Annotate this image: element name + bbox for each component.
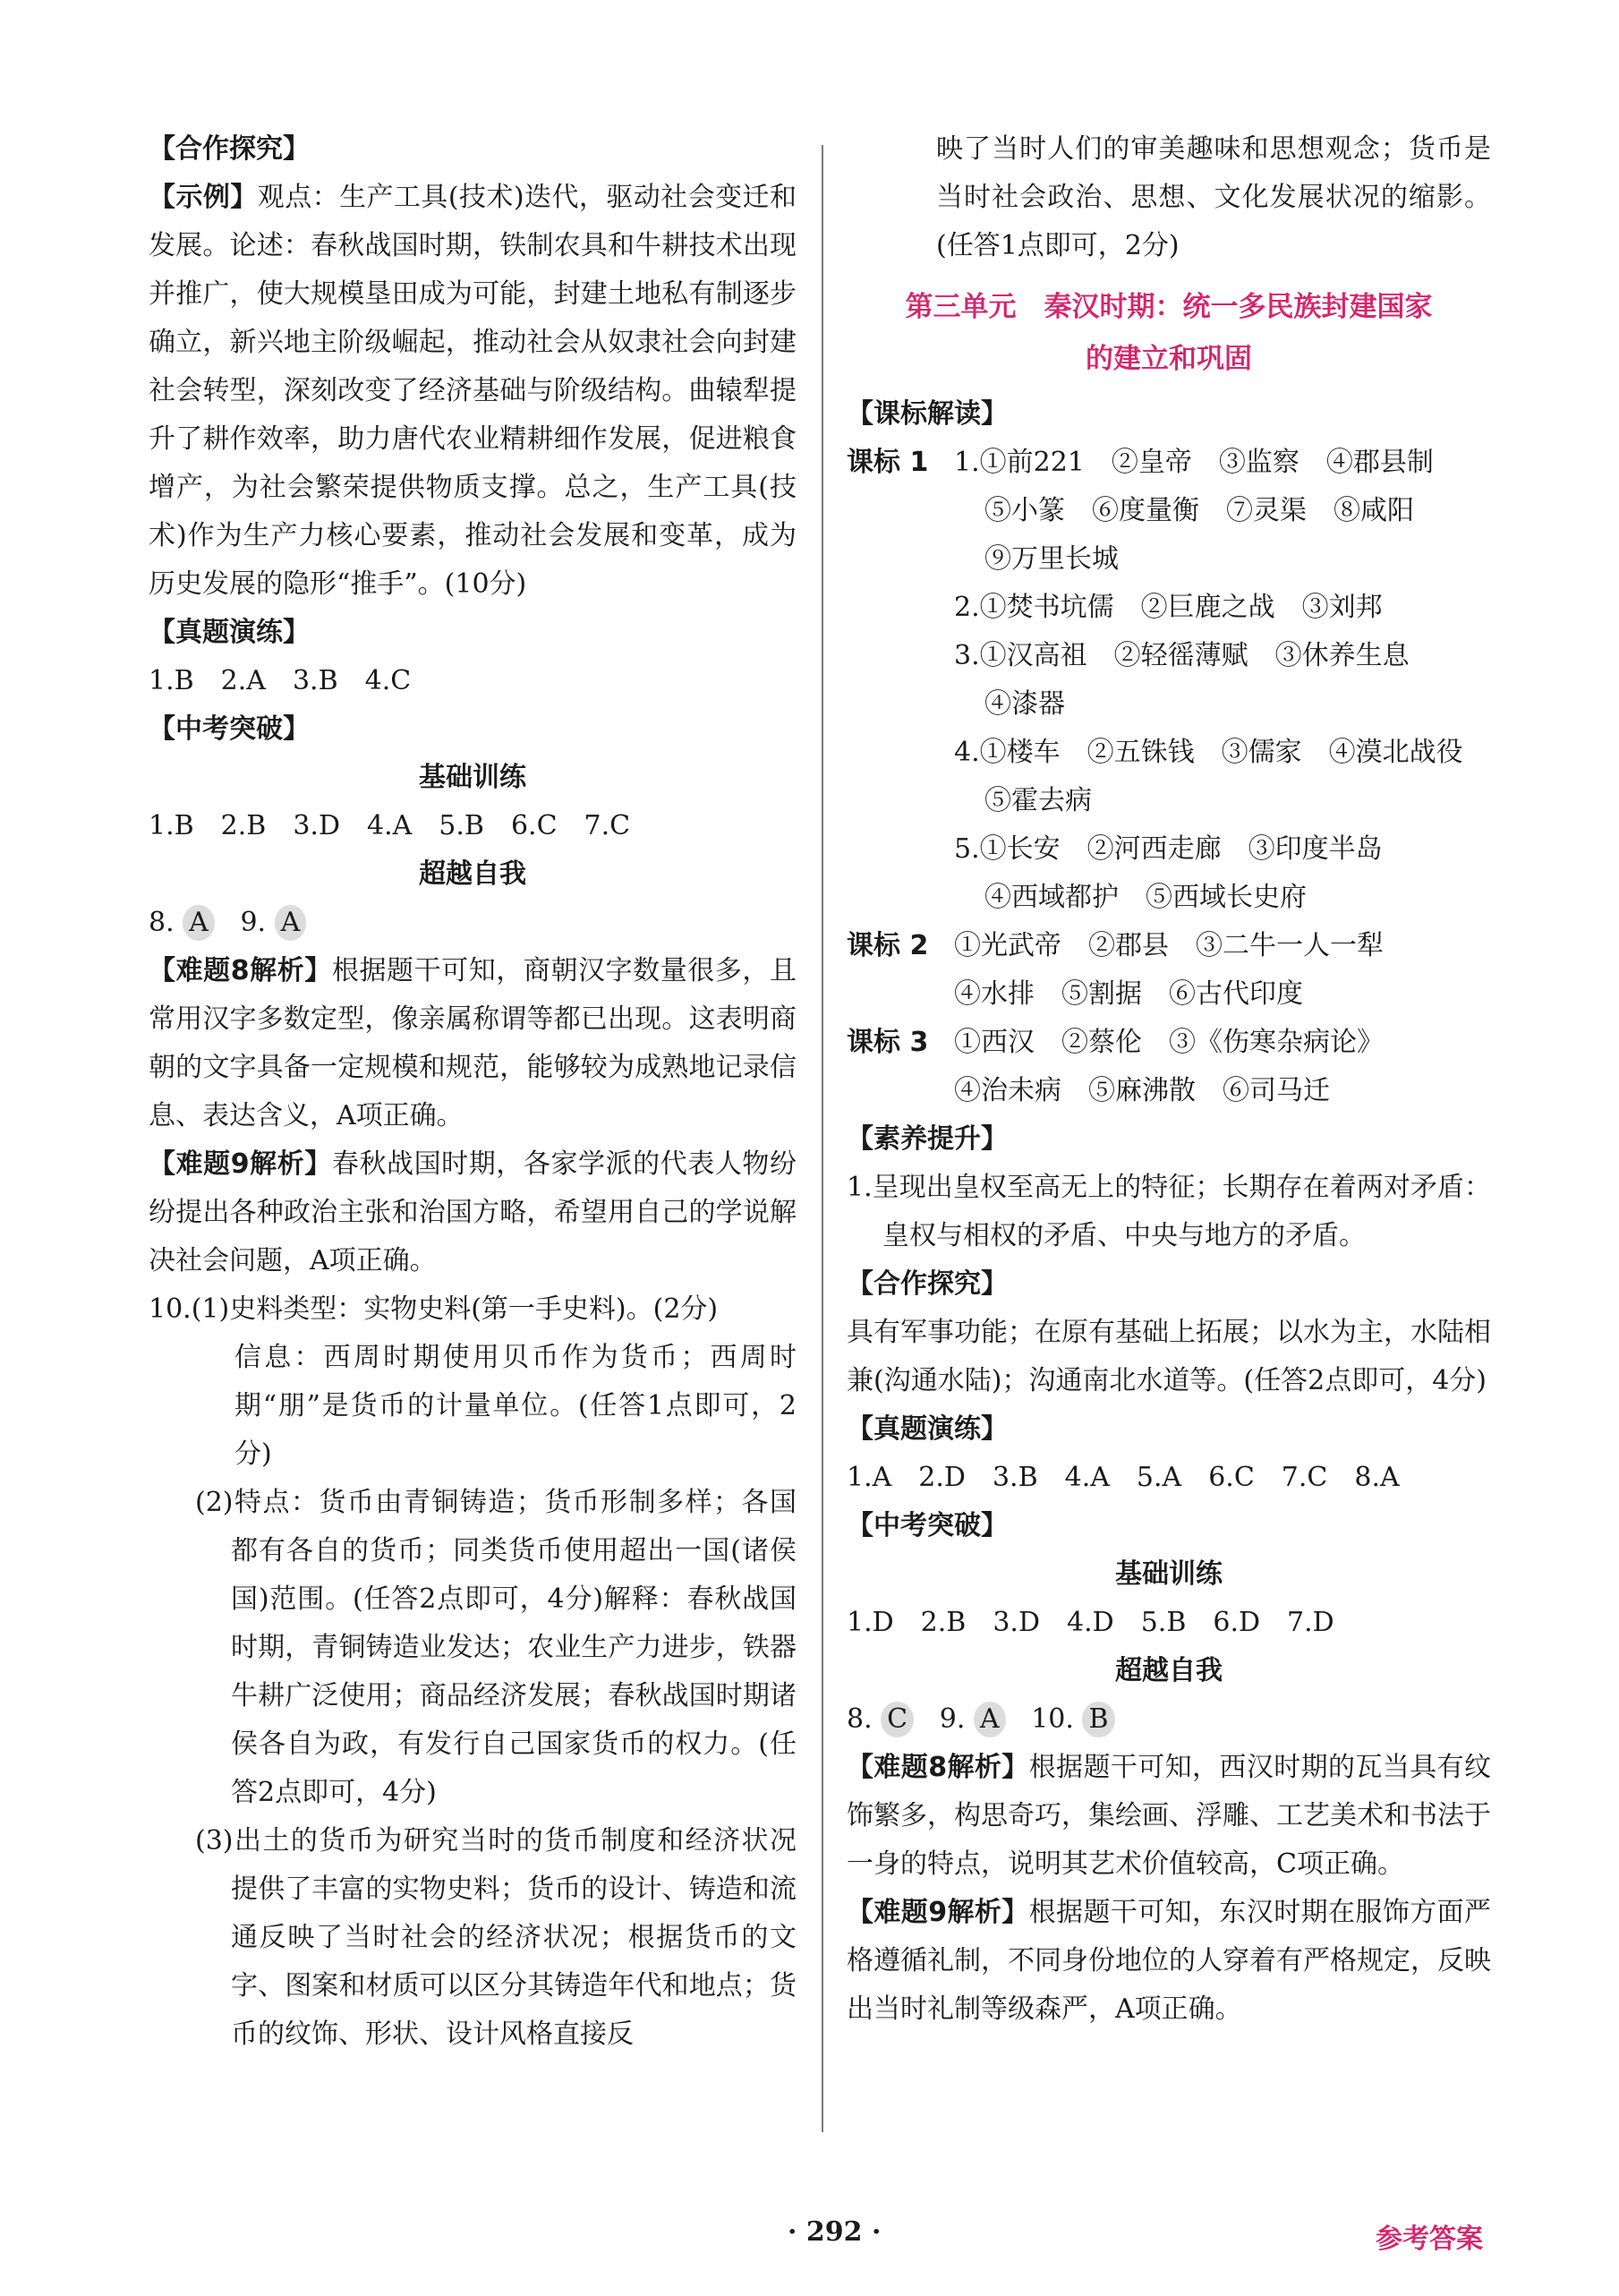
kebiao-1-label: 课标 1 (847, 447, 929, 478)
zhenti-answers: 1.B 2.A 3.B 4.C (149, 665, 412, 696)
left-column (149, 125, 797, 2059)
nan9-text: 春秋战国时期，各家学派的代表人物纷纷提出各种政治主张和治国方略，希望用自己的学说解决社会问题，A项正确。 (149, 1148, 797, 1276)
hezuo-text: 具有军事功能；在原有基础上拓展；以水为主，水陆相兼(沟通水陆)；沟通南北水道等。(任答2点即可，4分) (847, 1317, 1491, 1396)
nan8-paragraph-right (847, 1744, 1491, 1889)
kebiao-2-body (954, 922, 1491, 1019)
q8-label: 8. (847, 1703, 873, 1735)
nan9-tag: 【难题9解析】 (149, 1148, 332, 1180)
section-heading-suyang: 【素养提升】 (847, 1123, 1008, 1155)
chaoyue-answers (149, 899, 797, 947)
section-heading-zhenti-right: 【真题演练】 (847, 1413, 1008, 1445)
q10-answer: B (1082, 1702, 1114, 1737)
suyang-text: 1.呈现出皇权至高无上的特征；长期存在着两对矛盾：皇权与相权的矛盾、中央与地方的矛盾。 (847, 1172, 1491, 1251)
kebiao-1-line: ⑨万里长城 (984, 543, 1119, 575)
q8-answer: A (183, 905, 215, 941)
kebiao-1-line: 3.①汉高祖 ②轻徭薄赋 ③休养生息 (954, 640, 1410, 671)
nan9-paragraph (149, 1140, 797, 1285)
nan9-paragraph-right (847, 1889, 1491, 2034)
nan8-text: 根据题干可知，商朝汉字数量很多，且常用汉字多数定型，像亲属称谓等都已出现。这表明商朝的文字具备一定规模和规范，能够较为成熟地记录信息、表达含义，A项正确。 (149, 955, 797, 1131)
unit-title (847, 281, 1491, 385)
kebiao-1-line: 5.①长安 ②河西走廊 ③印度半岛 (954, 833, 1383, 865)
kebiao-3 (847, 1019, 1491, 1115)
q10-part2: (2)特点：货币由青铜铸造；货币形制多样；各国都有各自的货币；同类货币使用超出一国(诸侯国)范围。(任答2点即可，4分)解释：春秋战国时期，青铜铸造业发达；农业生产力进步，铁器牛耕广泛使用；商品经济发展；春秋战国时期诸侯各自为政，有发行自己国家货币的权力。(任答2点即可，4分) (195, 1487, 797, 1808)
nan8-paragraph (149, 947, 797, 1140)
kebiao-1-body (954, 439, 1491, 922)
kebiao-1-line: ④西域都护 ⑤西域长史府 (984, 882, 1307, 913)
q9-label: 9. (240, 907, 267, 938)
kebiao-1-line: 2.①焚书坑儒 ②巨鹿之战 ③刘邦 (954, 592, 1383, 623)
q8-label: 8. (149, 907, 175, 938)
example-tag: 【示例】 (149, 182, 258, 213)
nan8-text: 根据题干可知，西汉时期的瓦当具有纹饰繁多，构思奇巧，集绘画、浮雕、工艺美术和书法于一身的特点，说明其艺术价值较高，C项正确。 (847, 1752, 1492, 1880)
kebiao-3-line: ④治未病 ⑤麻沸散 ⑥司马迁 (954, 1075, 1330, 1106)
kebiao-3-body (954, 1019, 1491, 1115)
kebiao-1-line: ⑤霍去病 (984, 785, 1092, 816)
subheading-jichu: 基础训练 (419, 762, 526, 793)
kebiao-1-line: ⑤小篆 ⑥度量衡 ⑦灵渠 ⑧咸阳 (984, 495, 1414, 526)
example-paragraph (149, 174, 797, 609)
nan9-text: 根据题干可知，东汉时期在服饰方面严格遵循礼制，不同身份地位的人穿着有严格规定，反映出当时礼制等级森严，A项正确。 (847, 1897, 1492, 2025)
section-heading-kebiao: 【课标解读】 (847, 398, 1008, 430)
kebiao-1-line: 1.①前221 ②皇帝 ③监察 ④郡县制 (954, 447, 1434, 478)
nan8-tag: 【难题8解析】 (847, 1752, 1029, 1783)
q10-part1-info: 信息：西周时期使用贝币作为货币；西周时期“朋”是货币的计量单位。(任答1点即可，2分) (234, 1342, 797, 1470)
chaoyue-answers-right (847, 1695, 1491, 1744)
kebiao-2-line: ①光武帝 ②郡县 ③二牛一人一犁 (954, 930, 1384, 961)
zhenti-answers-right: 1.A 2.D 3.B 4.A 5.A 6.C 7.C 8.A (847, 1462, 1400, 1493)
q10-part1: 10.(1)史料类型：实物史料(第一手史料)。(2分) (149, 1293, 719, 1325)
kebiao-3-label: 课标 3 (847, 1027, 929, 1058)
subheading-jichu-right: 基础训练 (1115, 1558, 1223, 1590)
q9-answer: A (275, 905, 307, 941)
q8-answer: C (881, 1702, 914, 1737)
kebiao-2-label: 课标 2 (847, 930, 929, 961)
q9-answer: A (974, 1702, 1006, 1737)
column-divider (822, 145, 823, 2132)
kebiao-1 (847, 439, 1491, 922)
example-text: 观点：生产工具(技术)迭代，驱动社会变迁和发展。论述：春秋战国时期，铁制农具和牛耕技术出现并推广，使大规模垦田成为可能，封建土地私有制逐步确立，新兴地主阶级崛起，推动社会从奴隶社会向封建社会转型，深刻改变了经济基础与阶级结构。曲辕犁提升了耕作效率，助力唐代农业精耕细作发展，促进粮食增产，为社会繁荣提供物质支撑。总之，生产工具(技术)作为生产力核心要素，推动社会发展和变革，成为历史发展的隐形“推手”。(10分) (149, 182, 797, 600)
kebiao-3-line: ①西汉 ②蔡伦 ③《伤寒杂病论》 (954, 1027, 1384, 1058)
section-heading-hezuo: 【合作探究】 (149, 133, 310, 165)
right-column (847, 125, 1491, 2034)
q10-label: 10. (1031, 1703, 1074, 1735)
page-number: · 292 · (788, 2216, 882, 2248)
continued-text: 映了当时人们的审美趣味和思想观念；货币是当时社会政治、思想、文化发展状况的缩影。(任答1点即可，2分) (936, 133, 1491, 261)
kebiao-2 (847, 922, 1491, 1019)
nan9-tag: 【难题9解析】 (847, 1897, 1029, 1928)
kebiao-1-line: ④漆器 (984, 688, 1065, 720)
unit-title-line1: 第三单元 秦汉时期：统一多民族封建国家 (905, 291, 1433, 323)
unit-title-line2: 的建立和巩固 (1086, 343, 1252, 375)
jichu-answers: 1.B 2.B 3.D 4.A 5.B 6.C 7.C (149, 810, 631, 841)
subheading-chaoyue: 超越自我 (419, 858, 526, 890)
q9-label: 9. (939, 1703, 966, 1735)
subheading-chaoyue-right: 超越自我 (1115, 1655, 1223, 1686)
section-heading-hezuo-right: 【合作探究】 (847, 1268, 1008, 1300)
footer-label: 参考答案 (1376, 2223, 1483, 2255)
section-heading-zhongkao-right: 【中考突破】 (847, 1510, 1008, 1541)
q10-part3: (3)出土的货币为研究当时的货币制度和经济状况提供了丰富的实物史料；货币的设计、铸造和流通反映了当时社会的经济状况；根据货币的文字、图案和材质可以区分其铸造年代和地点；货币的纹饰、形状、设计风格直接反 (195, 1825, 797, 2050)
kebiao-2-line: ④水排 ⑤割据 ⑥古代印度 (954, 978, 1303, 1010)
kebiao-1-line: 4.①楼车 ②五铢钱 ③儒家 ④漠北战役 (954, 737, 1463, 768)
section-heading-zhenti: 【真题演练】 (149, 617, 310, 648)
section-heading-zhongkao: 【中考突破】 (149, 713, 310, 745)
nan8-tag: 【难题8解析】 (149, 955, 332, 986)
jichu-answers-right: 1.D 2.B 3.D 4.D 5.B 6.D 7.D (847, 1607, 1334, 1638)
